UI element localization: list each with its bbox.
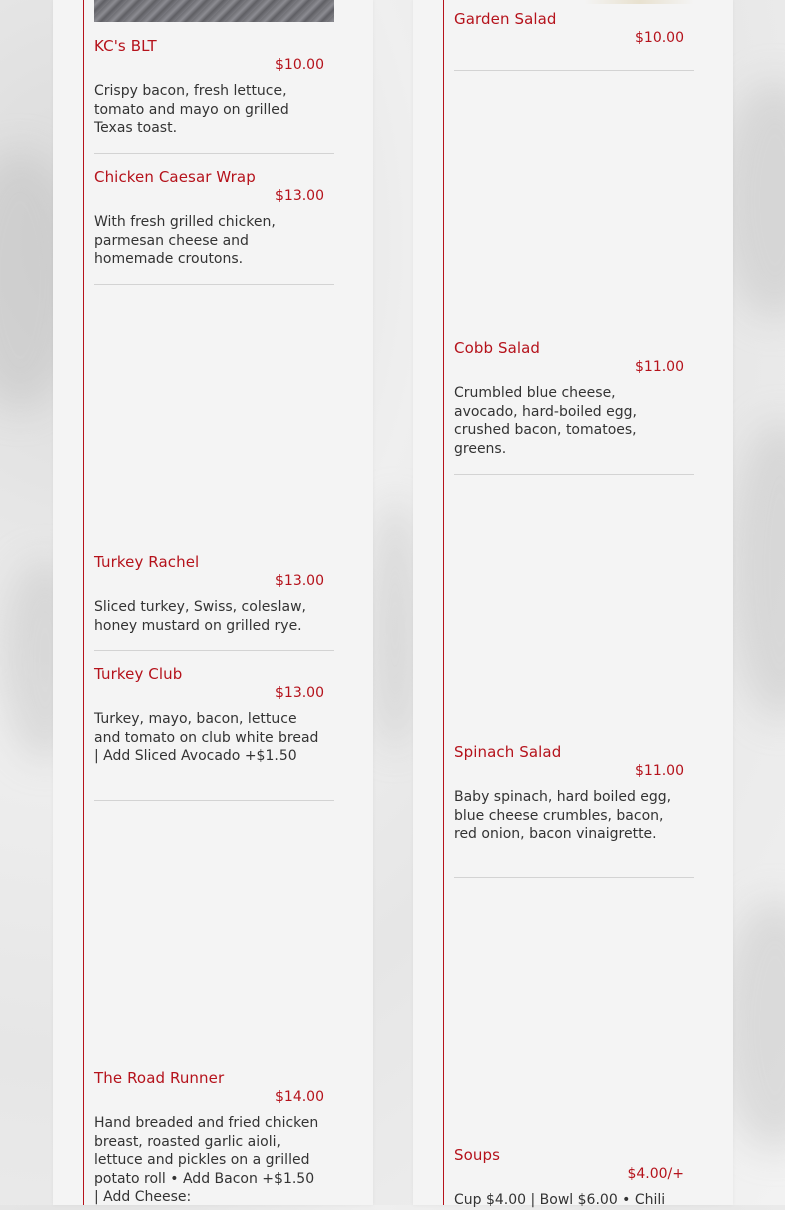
menu-item[interactable] xyxy=(94,1068,334,1207)
menu-item-price: $11.00 xyxy=(635,359,684,375)
menu-item[interactable] xyxy=(454,742,694,844)
menu-item-description: Cup $4.00 | Bowl $6.00 • Chili xyxy=(454,1192,666,1208)
menu-section-right xyxy=(443,0,694,1208)
menu-column-right xyxy=(413,0,733,1208)
divider xyxy=(94,153,334,154)
menu-item-title: Soups xyxy=(454,1146,501,1164)
divider xyxy=(94,284,334,285)
menu-item-price: $13.00 xyxy=(275,188,324,204)
divider xyxy=(454,877,694,878)
menu-column-left xyxy=(53,0,373,1205)
divider xyxy=(94,650,334,651)
background-texture xyxy=(730,420,785,720)
menu-item-price: $13.00 xyxy=(275,573,324,589)
menu-item-price: $11.00 xyxy=(635,763,684,779)
menu-section-left xyxy=(83,0,334,1205)
menu-item-description: Sliced turkey, Swiss, coleslaw, honey mustard on grilled rye. xyxy=(94,599,306,634)
menu-item-price: $13.00 xyxy=(275,685,324,701)
divider xyxy=(94,800,334,801)
menu-item-description: With fresh grilled chicken, parmesan cheese and homemade croutons. xyxy=(94,214,276,268)
divider xyxy=(454,474,694,475)
divider xyxy=(454,70,694,71)
decorative-strip xyxy=(584,0,694,4)
menu-item-title: Cobb Salad xyxy=(454,339,541,357)
menu-item-description: Baby spinach, hard boiled egg, blue cheese crumbles, bacon, red onion, bacon vinaigrette. xyxy=(454,789,672,843)
menu-item-title: The Road Runner xyxy=(94,1069,225,1087)
menu-item-price: $14.00 xyxy=(275,1089,324,1105)
menu-item[interactable] xyxy=(94,36,334,138)
menu-item-description: Crumbled blue cheese, avocado, hard-boiled egg, crushed bacon, tomatoes, greens. xyxy=(454,385,637,457)
menu-item-description: Crispy bacon, fresh lettuce, tomato and mayo on grilled Texas toast. xyxy=(94,83,289,137)
menu-item[interactable] xyxy=(454,338,694,458)
menu-item[interactable] xyxy=(94,664,334,766)
menu-item-price: $10.00 xyxy=(275,57,324,73)
menu-item[interactable] xyxy=(454,9,694,47)
menu-item-title: Garden Salad xyxy=(454,10,557,28)
menu-item[interactable] xyxy=(94,552,334,635)
menu-item[interactable] xyxy=(454,1145,694,1210)
menu-item-description: Turkey, mayo, bacon, lettuce and tomato on club white bread | Add Sliced Avocado +$1.50 xyxy=(94,711,319,765)
menu-item-price: $10.00 xyxy=(635,30,684,46)
menu-item-description: Hand breaded and fried chicken breast, roasted garlic aioli, lettuce and pickles on a grilled potato roll • Add Bacon +$1.50 | Add Cheese: xyxy=(94,1115,319,1206)
food-photo xyxy=(94,0,334,22)
menu-item-price: $4.00/+ xyxy=(627,1166,684,1182)
menu-item[interactable] xyxy=(94,167,334,269)
menu-item-title: Turkey Club xyxy=(94,665,183,683)
menu-item-title: Spinach Salad xyxy=(454,743,562,761)
menu-item-title: Turkey Rachel xyxy=(94,553,200,571)
menu-item-title: Chicken Caesar Wrap xyxy=(94,168,256,186)
menu-item-title: KC's BLT xyxy=(94,37,157,55)
